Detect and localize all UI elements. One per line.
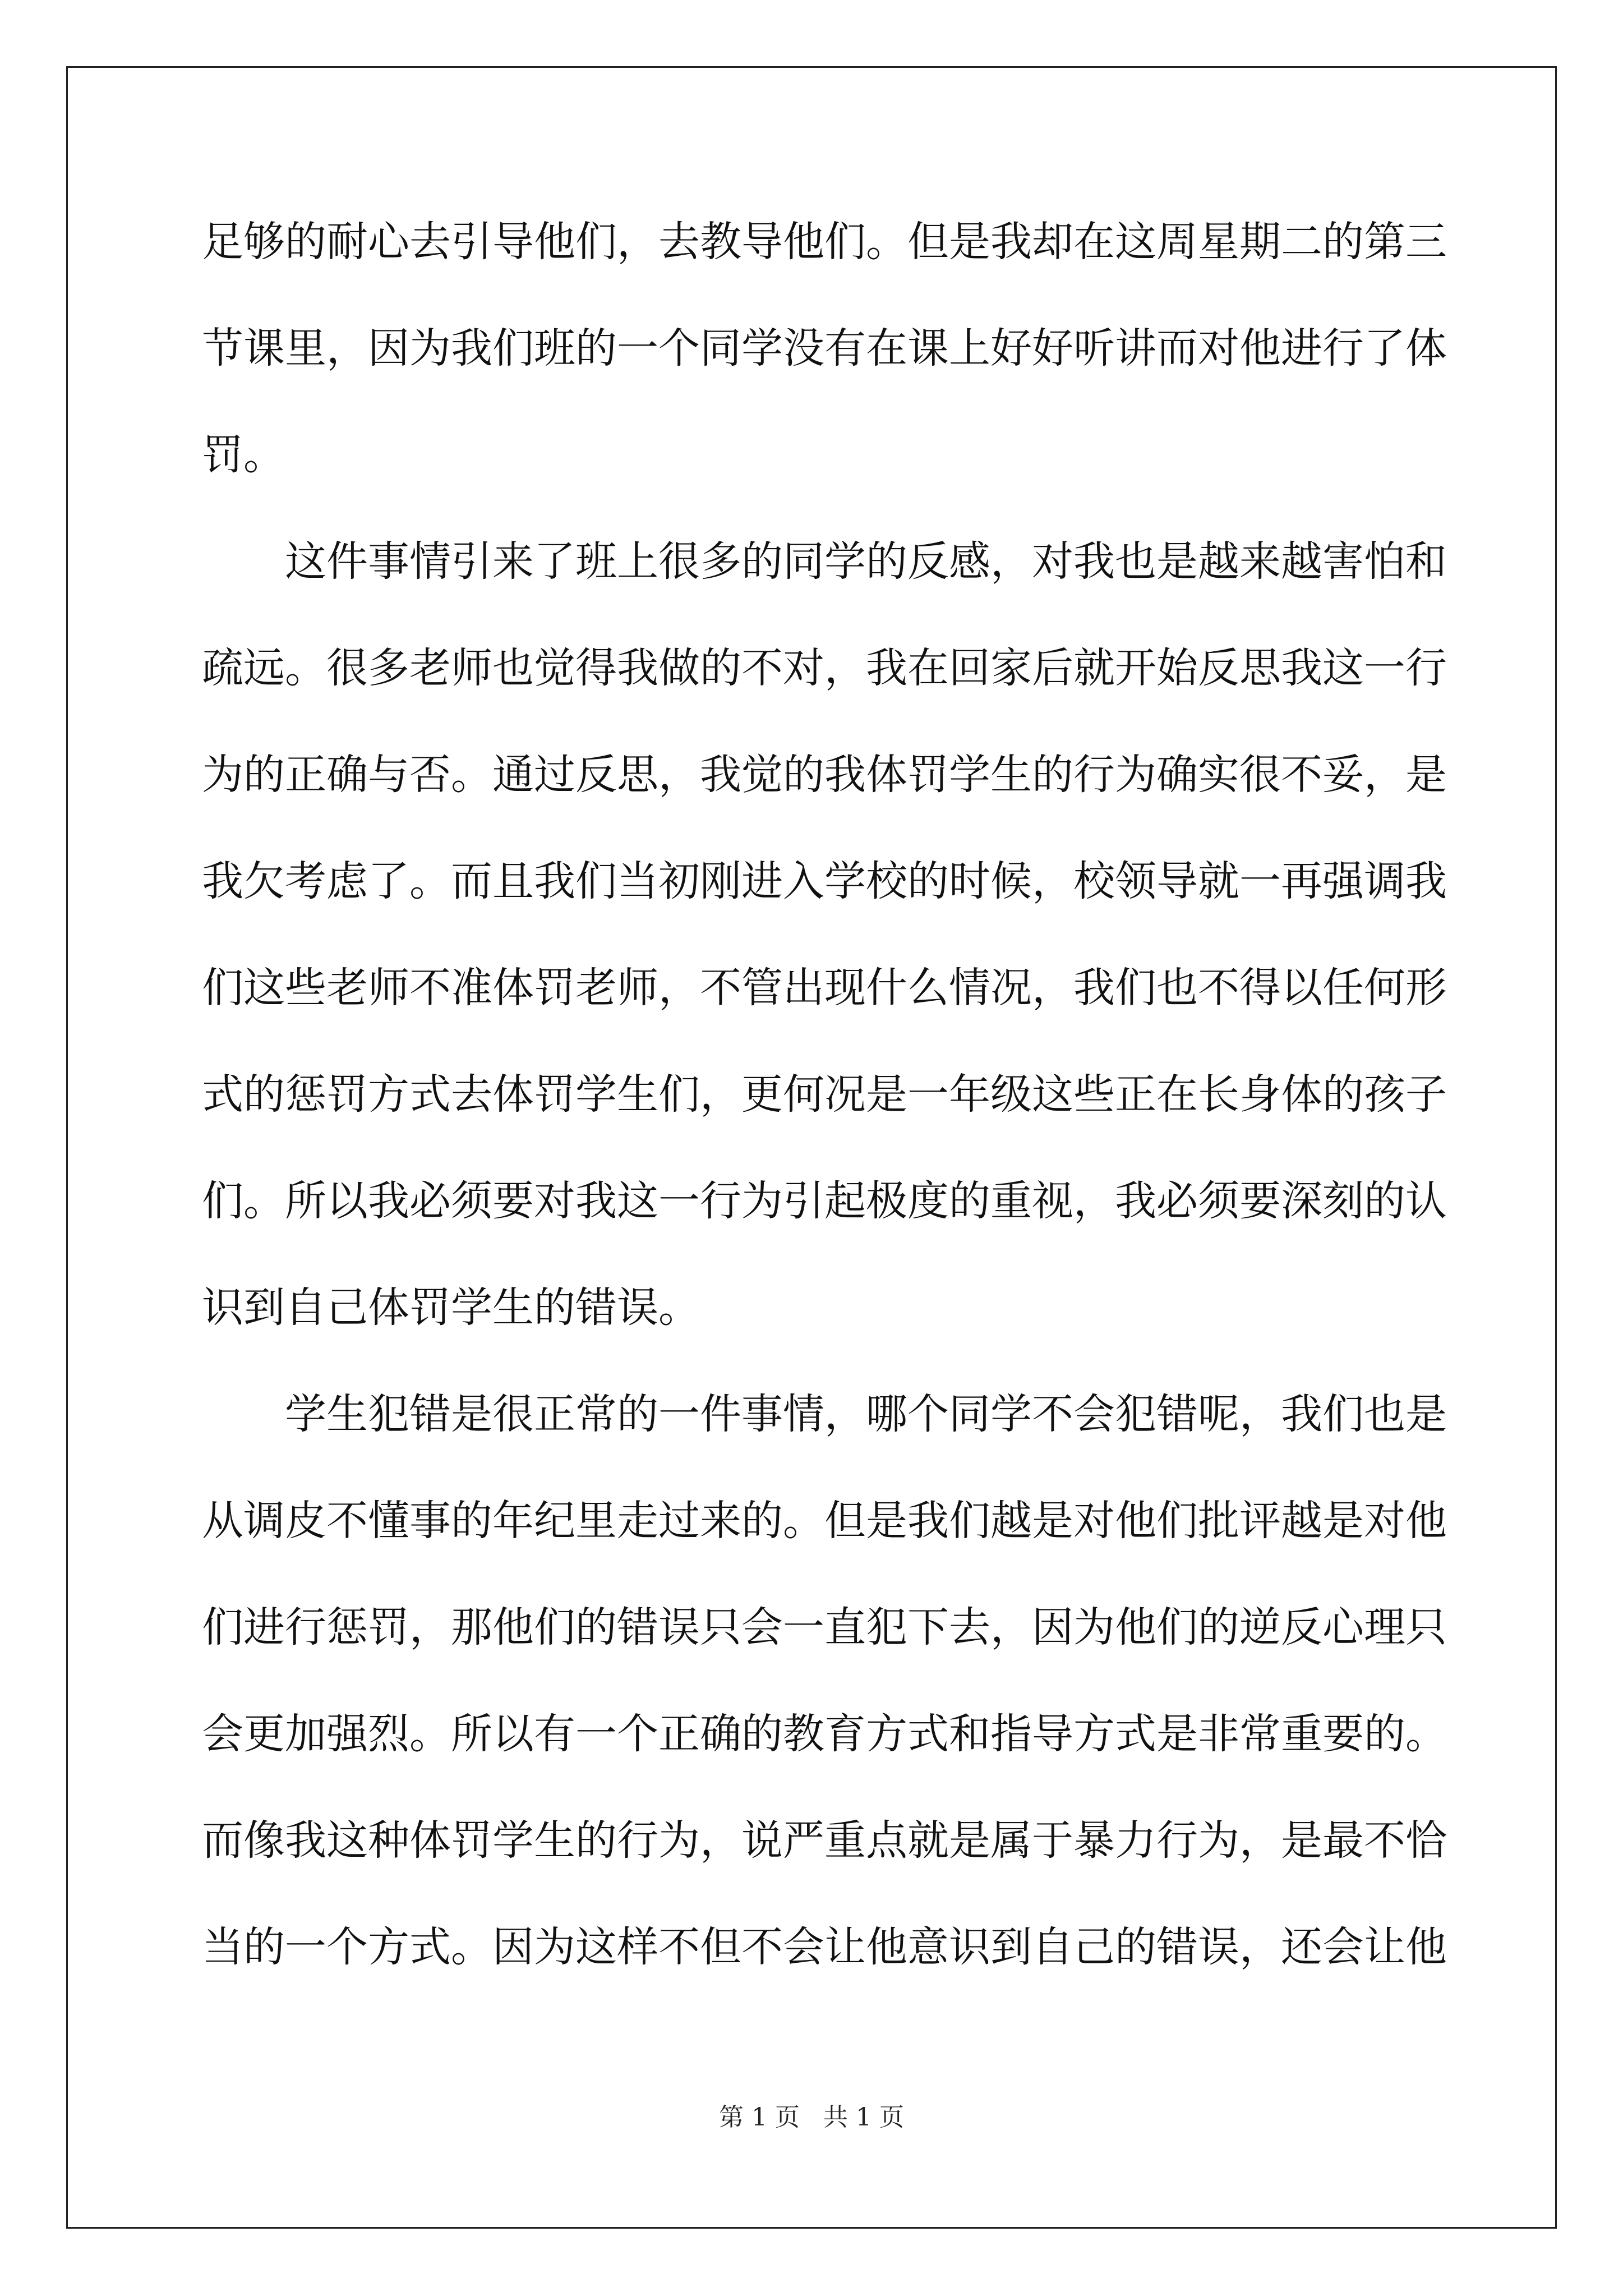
text-line: 足够的耐心去引导他们，去教导他们。但是我却在这周星期二的第三 xyxy=(202,218,1447,266)
page-number: 第 1 页 xyxy=(719,2103,800,2132)
text-line: 为的正确与否。通过反思，我觉的我体罚学生的行为确实很不妥，是 xyxy=(202,751,1447,799)
page-total: 共 1 页 xyxy=(823,2103,904,2132)
document-body xyxy=(202,206,1447,2018)
text-line: 式的惩罚方式去体罚学生们，更何况是一年级这些正在长身体的孩子 xyxy=(202,1070,1447,1119)
text-line: 罚。 xyxy=(202,431,285,479)
text-line: 识到自己体罚学生的错误。 xyxy=(202,1283,700,1332)
text-line: 这件事情引来了班上很多的同学的反感，对我也是越来越害怕和 xyxy=(202,537,1447,586)
text-line: 们。所以我必须要对我这一行为引起极度的重视，我必须要深刻的认 xyxy=(202,1177,1447,1225)
text-line: 我欠考虑了。而且我们当初刚进入学校的时候，校领导就一再强调我 xyxy=(202,857,1447,905)
text-line: 学生犯错是很正常的一件事情，哪个同学不会犯错呢，我们也是 xyxy=(202,1390,1447,1438)
text-line: 当的一个方式。因为这样不但不会让他意识到自己的错误，还会让他 xyxy=(202,1923,1447,1971)
text-line: 疏远。很多老师也觉得我做的不对，我在回家后就开始反思我这一行 xyxy=(202,644,1447,692)
text-line: 而像我这种体罚学生的行为，说严重点就是属于暴力行为，是最不恰 xyxy=(202,1816,1447,1865)
text-line: 从调皮不懂事的年纪里走过来的。但是我们越是对他们批评越是对他 xyxy=(202,1497,1447,1545)
text-line: 们进行惩罚，那他们的错误只会一直犯下去，因为他们的逆反心理只 xyxy=(202,1603,1447,1651)
text-line: 节课里，因为我们班的一个同学没有在课上好好听讲而对他进行了体 xyxy=(202,324,1447,372)
text-line: 们这些老师不准体罚老师，不管出现什么情况，我们也不得以任何形 xyxy=(202,964,1447,1012)
text-line: 会更加强烈。所以有一个正确的教育方式和指导方式是非常重要的。 xyxy=(202,1710,1447,1758)
page-footer xyxy=(0,2101,1623,2134)
